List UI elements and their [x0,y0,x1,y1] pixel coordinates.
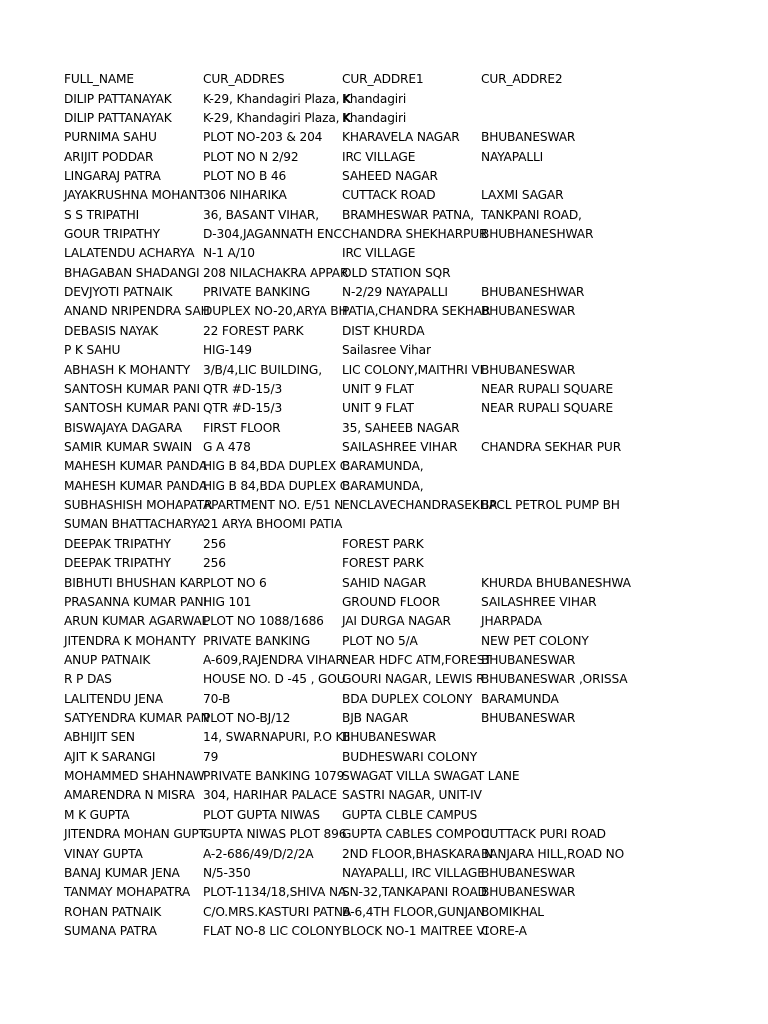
table-cell: PLOT NO-BJ/12 [203,711,291,726]
table-cell: PRASANNA KUMAR PANI [64,594,207,609]
table-cell: ANUP PATNAIK [64,652,151,667]
table-cell: 70-B [203,691,231,706]
table-cell: SUBHASHISH MOHAPATR [64,498,213,513]
table-cell: JAI DURGA NAGAR [342,614,451,629]
table-cell: ARUN KUMAR AGARWAL [64,614,209,629]
table-cell: Khandagiri [342,110,407,125]
table-cell: BHUBANESWAR [481,865,576,880]
table-cell: SANTOSH KUMAR PANI [64,381,200,396]
table-cell: 306 NIHARIKA [203,188,287,203]
table-cell: HIG B 84,BDA DUPLEX C [203,478,349,493]
table-cell: 304, HARIHAR PALACE [203,788,337,803]
table-cell: BPCL PETROL PUMP BH [481,498,620,513]
table-cell: VINAY GUPTA [64,846,143,861]
table-cell: ARIJIT PODDAR [64,149,154,164]
table-row [64,225,624,244]
table-cell: IRC VILLAGE [342,149,416,164]
table-cell: 2ND FLOOR,BHASKARA N [342,846,494,861]
table-cell: SAHEED NAGAR [342,168,438,183]
table-cell: SAMIR KUMAR SWAIN [64,440,193,454]
table-cell: FOREST PARK [342,556,424,571]
table-cell: PURNIMA SAHU [64,130,157,145]
table-cell: AMARENDRA N MISRA [64,788,195,803]
table-cell: GOURI NAGAR, LEWIS R [342,672,485,687]
table-row [64,593,624,612]
table-cell: LINGARAJ PATRA [64,168,161,183]
table-cell: BHUBANESWAR [481,130,576,145]
table-row [64,728,624,747]
table-cell: MOHAMMED SHAHNAW [64,769,205,784]
table-row [64,922,624,941]
table-cell: 208 NILACHAKRA APPAR [203,265,349,280]
table-cell: CUTTACK ROAD [342,188,436,203]
table-cell: BJB NAGAR [342,711,409,726]
table-cell: 22 FOREST PARK [203,323,304,338]
table-row [64,438,624,457]
table-cell: CHANDRA SHEKHARPUR [342,227,488,242]
table-cell: QTR #D-15/3 [203,401,283,416]
table-cell: SUMAN BHATTACHARYA [64,517,206,532]
address-table [64,70,631,941]
table-cell: CORE-A [481,923,527,938]
table-cell: BHUBHANESHWAR [481,227,594,242]
table-cell: SASTRI NAGAR, UNIT-IV [342,788,482,803]
table-row [64,806,624,825]
table-cell: 36, BASANT VIHAR, [203,207,319,222]
table-cell: BOMIKHAL [481,904,544,919]
table-cell: 35, SAHEEB NAGAR [342,420,460,435]
table-cell: Sailasree Vihar [342,343,431,358]
table-cell: APARTMENT NO. E/51 N [203,498,344,513]
table-cell: PLOT NO B 46 [203,168,287,183]
table-row [64,477,624,496]
table-cell: SWAGAT VILLA SWAGAT LANE [342,769,520,784]
table-cell: N-2/29 NAYAPALLI [342,285,448,300]
table-row [64,418,624,437]
table-cell: BIBHUTI BHUSHAN KAR [64,575,204,590]
table-cell: N/5-350 [203,865,251,880]
table-cell: SAHID NAGAR [342,575,427,590]
table-cell: KHURDA BHUBANESHWA [481,575,631,590]
table-cell: HIG B 84,BDA DUPLEX C [203,459,349,474]
table-row [64,109,624,128]
table-cell: TANMAY MOHAPATRA [64,885,191,900]
table-cell: CHANDRA SEKHAR PUR [481,440,622,454]
table-row [64,496,624,515]
table-cell: 14, SWARNAPURI, P.O KII [203,730,351,745]
table-cell: PRIVATE BANKING 1079 [203,769,345,784]
table-cell: GUPTA NIWAS PLOT 896 [203,827,347,842]
table-cell: K-29, Khandagiri Plaza, K [203,91,351,106]
table-cell: NEAR RUPALI SQUARE [481,401,614,416]
table-cell: DEVJYOTI PATNAIK [64,285,173,300]
table-row [64,535,624,554]
table-cell: A-2-686/49/D/2/2A [203,846,314,861]
table-cell: SN-32,TANKAPANI ROAD [342,885,487,900]
table-cell: S S TRIPATHI [64,207,140,222]
table-row [64,786,624,805]
table-cell: LAXMI SAGAR [481,188,564,203]
table-cell: 256 [203,536,226,551]
table-row [64,883,624,902]
table-cell: CUTTACK PURI ROAD [481,827,606,842]
table-cell: DUPLEX NO-20,ARYA BH [203,304,348,319]
table-row [64,825,624,844]
table-cell: ENCLAVECHANDRASEKHA [342,498,497,513]
table-row [64,206,624,225]
table-cell: BHUBANESWAR [481,362,576,377]
table-cell: MAHESH KUMAR PANDA [64,459,208,474]
table-cell: PLOT GUPTA NIWAS [203,807,320,822]
table-cell: BHUBANESWAR [481,711,576,726]
table-cell: JAYAKRUSHNA MOHANT [64,188,205,203]
table-cell: FLAT NO-8 LIC COLONY [203,923,342,938]
table-cell: BANAJ KUMAR JENA [64,865,180,880]
table-cell: BLOCK NO-1 MAITREE VI [342,923,489,938]
table-cell: P K SAHU [64,343,121,358]
table-cell: BUDHESWARI COLONY [342,749,477,764]
table-cell: M K GUPTA [64,807,130,822]
table-row [64,573,631,592]
table-cell: JITENDRA K MOHANTY [64,633,196,648]
table-cell: BHUBANESWAR [481,304,576,319]
table-cell: BARAMUNDA [481,691,559,706]
table-row [64,186,624,205]
table-cell: PATIA,CHANDRA SEKHAR [342,304,491,319]
column-header: CUR_ADDRE2 [481,72,563,87]
table-cell: D-304,JAGANNATH ENC [203,227,342,242]
table-cell: BISWAJAYA DAGARA [64,420,182,435]
table-cell: BHUBANESWAR [481,652,576,667]
table-row [64,554,624,573]
table-cell: DILIP PATTANAYAK [64,91,172,106]
table-cell: AJIT K SARANGI [64,749,156,764]
table-cell: SUMANA PATRA [64,923,157,938]
table-cell: R P DAS [64,672,112,687]
table-cell: NEAR HDFC ATM,FOREST [342,652,492,667]
table-cell: ABHASH K MOHANTY [64,362,191,377]
table-cell: B-6,4TH FLOOR,GUNJAN [342,904,485,919]
column-header: CUR_ADDRE1 [342,72,424,87]
header-row [64,70,624,89]
table-cell: DILIP PATTANAYAK [64,110,172,125]
table-row [64,709,624,728]
table-cell: SANTOSH KUMAR PANI [64,401,200,416]
table-cell: DEBASIS NAYAK [64,323,159,338]
table-row [64,89,624,108]
table-cell: GUPTA CLBLE CAMPUS [342,807,478,822]
table-row [64,264,624,283]
table-row [64,380,624,399]
table-cell: GROUND FLOOR [342,594,441,609]
table-cell: BRAMHESWAR PATNA, [342,207,475,222]
table-cell: A-609,RAJENDRA VIHAR [203,652,344,667]
table-cell: PLOT NO 6 [203,575,267,590]
table-row [64,360,624,379]
table-cell: SAILASHREE VIHAR [481,594,597,609]
table-cell: UNIT 9 FLAT [342,401,414,416]
table-cell: BARAMUNDA, [342,478,424,493]
table-cell: GUPTA CABLES COMPOU [342,827,490,842]
table-row [64,690,624,709]
table-row [64,244,624,263]
table-cell: ANAND NRIPENDRA SAH [64,304,210,319]
table-cell: SAILASHREE VIHAR [342,440,458,454]
table-cell: ABHIJIT SEN [64,730,135,745]
table-cell: BHAGABAN SHADANGI [64,265,200,280]
table-cell: 3/B/4,LIC BUILDING, [203,362,322,377]
table-cell: BHUBANESWAR ,ORISSA [481,672,628,687]
table-cell: MAHESH KUMAR PANDA [64,478,208,493]
table-cell: JITENDRA MOHAN GUPT [64,827,206,842]
table-row [64,844,624,863]
table-row [64,612,624,631]
table-cell: FIRST FLOOR [203,420,281,435]
table-cell: PLOT NO-203 & 204 [203,130,323,145]
table-cell: PLOT-1134/18,SHIVA NA [203,885,347,900]
table-row [64,651,624,670]
table-cell: SATYENDRA KUMAR PAN [64,711,210,726]
table-cell: K-29, Khandagiri Plaza, K [203,110,351,125]
table-row [64,128,624,147]
table-cell: NEW PET COLONY [481,633,589,648]
table-cell: G A 478 [203,440,251,454]
table-row [64,748,624,767]
table-row [64,902,624,921]
table-cell: Khandagiri [342,91,407,106]
table-cell: FOREST PARK [342,536,424,551]
table-cell: HIG 101 [203,594,252,609]
table-cell: LALATENDU ACHARYA [64,246,195,261]
table-cell: ROHAN PATNAIK [64,904,162,919]
table-cell: BHUBANESWAR [481,885,576,900]
table-row [64,670,628,689]
table-cell: BDA DUPLEX COLONY [342,691,473,706]
table-cell: PLOT NO 5/A [342,633,418,648]
table-cell: QTR #D-15/3 [203,381,283,396]
table-cell: N-1 A/10 [203,246,255,261]
table-cell: DEEPAK TRIPATHY [64,556,171,571]
table-cell: PRIVATE BANKING [203,285,311,300]
column-header: FULL_NAME [64,72,134,87]
table-cell: BARAMUNDA, [342,459,424,474]
table-row [64,864,624,883]
table-row [64,167,624,186]
table-cell: BHUBANESHWAR [481,285,585,300]
table-cell: UNIT 9 FLAT [342,381,414,396]
table-cell: PLOT NO 1088/1686 [203,614,324,629]
table-cell: HIG-149 [203,343,252,358]
table-row [64,631,624,650]
table-cell: 79 [203,749,219,764]
table-cell: DIST KHURDA [342,323,425,338]
table-row [64,341,624,360]
table-cell: BHUBANESWAR [342,730,437,745]
table-cell: PRIVATE BANKING [203,633,311,648]
table-row [64,515,624,534]
table-row [64,767,624,786]
table-cell: NAYAPALLI [481,149,544,164]
table-cell: LALITENDU JENA [64,691,163,706]
table-cell: BANJARA HILL,ROAD NO [481,846,625,861]
table-cell: PLOT NO N 2/92 [203,149,299,164]
table-cell: C/O.MRS.KASTURI PATNA [203,904,352,919]
table-row [64,283,624,302]
table-cell: JHARPADA [481,614,542,629]
table-cell: KHARAVELA NAGAR [342,130,460,145]
table-row [64,322,624,341]
table-cell: GOUR TRIPATHY [64,227,160,242]
table-cell: NEAR RUPALI SQUARE [481,381,614,396]
table-cell: NAYAPALLI, IRC VILLAGE [342,865,485,880]
table-row [64,457,624,476]
table-row [64,399,624,418]
table-cell: 256 [203,556,226,571]
table-row [64,302,624,321]
table-cell: IRC VILLAGE [342,246,416,261]
table-cell: LIC COLONY,MAITHRI VI [342,362,484,377]
table-cell: HOUSE NO. D -45 , GOU [203,672,346,687]
column-header: CUR_ADDRES [203,72,285,87]
table-cell: TANKPANI ROAD, [481,207,582,222]
table-cell: 21 ARYA BHOOMI PATIA [203,517,343,532]
table-cell: DEEPAK TRIPATHY [64,536,171,551]
table-row [64,147,624,166]
table-cell: OLD STATION SQR [342,265,451,280]
